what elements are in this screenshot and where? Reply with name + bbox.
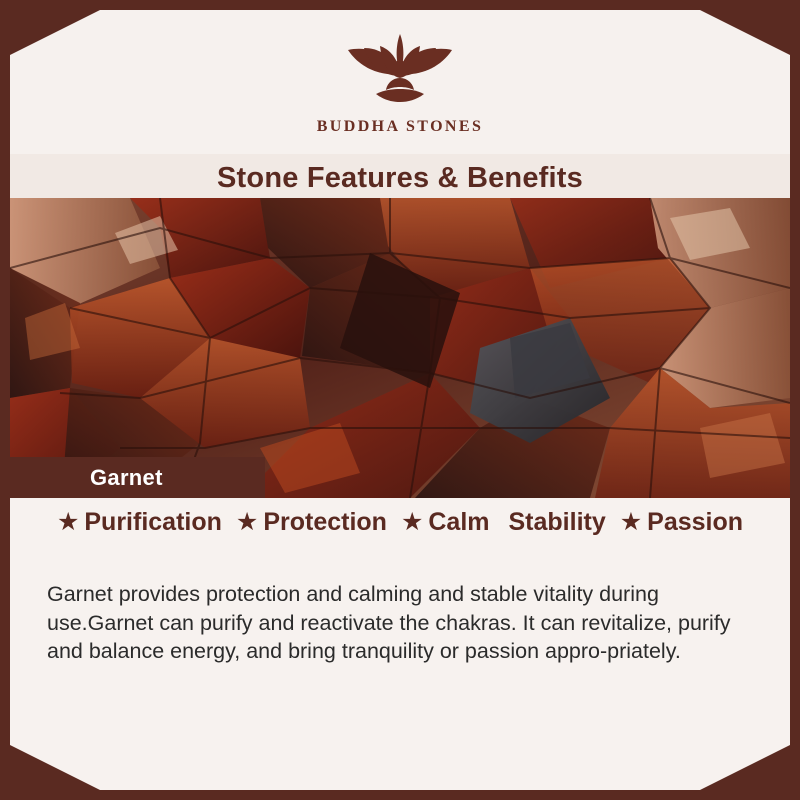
star-icon: ★ <box>400 508 424 536</box>
title-bar <box>10 154 790 202</box>
title-bar-inner <box>85 154 715 202</box>
benefit-item <box>401 508 504 537</box>
poster-card <box>10 10 790 790</box>
benefit-item <box>57 508 236 537</box>
star-icon: ★ <box>235 508 259 536</box>
benefit-label: Purification <box>84 508 222 536</box>
brand-name: BUDDHA STONES <box>316 118 484 135</box>
stone-name-tag <box>10 457 265 498</box>
benefit-label: Protection <box>263 508 387 536</box>
benefit-label: Calm <box>428 508 490 536</box>
star-icon: ★ <box>56 508 80 536</box>
lotus-meditation-figure-icon <box>340 28 460 114</box>
benefit-item <box>620 508 743 537</box>
benefit-item <box>504 508 620 537</box>
benefit-label: Stability <box>508 508 606 536</box>
garnet-crystal-cluster-photo <box>10 198 790 498</box>
stone-description: Garnet provides protection and calming and stable vitality during use.Garnet can purify and reactivate the chakras. It can revitalize, purify and balance energy, and bring tranquility or passion appro-priately. <box>47 582 731 664</box>
stone-name: Garnet <box>90 464 163 490</box>
star-icon: ★ <box>619 508 643 536</box>
benefit-label: Passion <box>647 508 744 536</box>
benefit-item <box>236 508 401 537</box>
page-title: Stone Features & Benefits <box>217 161 583 194</box>
benefits-list <box>10 508 790 537</box>
